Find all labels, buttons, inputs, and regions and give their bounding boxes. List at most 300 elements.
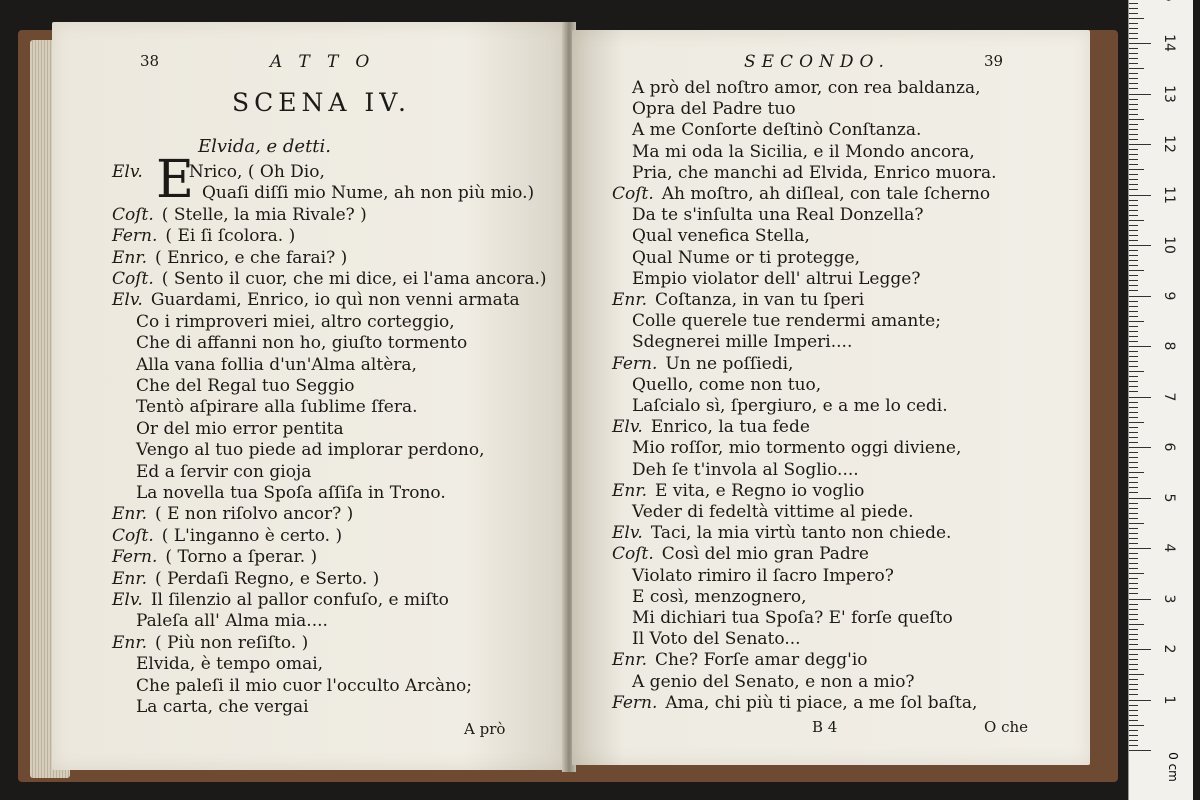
ruler-tick — [1129, 422, 1144, 423]
ruler-tick — [1129, 376, 1138, 377]
ruler-tick — [1129, 432, 1138, 433]
ruler-tick — [1129, 563, 1138, 564]
verse-line — [112, 290, 520, 310]
ruler-tick — [1129, 336, 1138, 337]
verse-text: A genio del Senato, e non a mio? — [632, 671, 915, 692]
ruler-tick — [1129, 301, 1138, 302]
verse-line — [612, 184, 990, 204]
signature-mark: B 4 — [812, 718, 838, 736]
ruler-tick — [1129, 341, 1138, 342]
ruler-tick — [1129, 290, 1138, 291]
verse-text: Nrico, ( Oh Dio, — [188, 162, 325, 182]
left-page — [52, 22, 568, 770]
ruler-tick — [1129, 578, 1138, 579]
verse-line — [112, 547, 317, 567]
ruler-tick — [1129, 38, 1138, 39]
ruler-tick — [1129, 427, 1138, 428]
ruler-tick — [1129, 619, 1138, 620]
ruler-tick — [1129, 715, 1138, 716]
ruler-tick — [1129, 745, 1138, 746]
ruler-tick — [1129, 53, 1138, 54]
verse-text: Laſcialo sì, ſpergiuro, e a me lo cedi. — [632, 396, 948, 416]
left-catchword: A prò — [464, 720, 506, 738]
ruler-tick — [1129, 573, 1144, 574]
verse-text: E così, menzognero, — [632, 586, 807, 607]
verse-text: Vengo al tuo piede ad implorar perdono, — [136, 440, 485, 461]
ruler-tick — [1129, 225, 1138, 226]
ruler-tick — [1129, 710, 1138, 711]
ruler-tick — [1129, 407, 1138, 408]
speaker-label: Coſt. — [612, 184, 654, 204]
verse-line — [632, 375, 821, 395]
ruler-tick — [1129, 230, 1138, 231]
ruler-tick — [1129, 159, 1138, 160]
speaker-label: Elv. — [112, 290, 143, 311]
ruler-number: 1 — [1161, 695, 1177, 704]
verse-line — [632, 78, 981, 98]
ruler-number — [1161, 0, 1177, 3]
verse-line — [112, 590, 449, 610]
ruler-tick — [1129, 331, 1138, 332]
verse-text: ( Enrico, e che farai? ) — [155, 247, 348, 268]
ruler-tick — [1129, 735, 1138, 736]
verse-line — [112, 205, 367, 225]
verse-text: ( Ei ſi ſcolora. ) — [165, 226, 296, 247]
verse-text: Elvida, è tempo omai, — [136, 654, 324, 675]
ruler-tick — [1129, 659, 1138, 660]
verse-line — [632, 311, 941, 331]
ruler-number: 10 — [1161, 236, 1177, 254]
verse-text: Ma mi oda la Sicilia, e il Mondo ancora, — [632, 141, 975, 162]
ruler-tick — [1129, 593, 1138, 594]
ruler-tick — [1129, 684, 1138, 685]
verse-line — [612, 650, 868, 670]
verse-text: ( L'inganno è certo. ) — [161, 525, 343, 546]
verse-text: ( Perdaſi Regno, e Serto. ) — [155, 568, 380, 589]
ruler-number: 12 — [1161, 135, 1177, 153]
ruler-tick — [1129, 63, 1138, 64]
verse-text: Taci, la mia virtù tanto non chiede. — [650, 523, 952, 544]
verse-text: A prò del noſtro amor, con rea baldanza, — [632, 78, 981, 98]
verse-line — [632, 142, 975, 162]
ruler-tick — [1129, 457, 1138, 458]
verse-line — [632, 608, 953, 628]
ruler-tick — [1129, 508, 1138, 509]
verse-text: Sdegnerei mille Imperi.... — [632, 332, 853, 353]
verse-text: ( Torno a ſperar. ) — [165, 547, 318, 568]
verse-text: La novella tua Spoſa aſſiſa in Trono. — [136, 483, 446, 503]
ruler-tick — [1129, 381, 1138, 382]
ruler-tick — [1129, 275, 1138, 276]
verse-text: Co i rimproveri miei, altro corteggio, — [136, 311, 455, 332]
ruler-tick — [1129, 553, 1138, 554]
verse-line — [612, 544, 869, 564]
ruler-tick — [1129, 604, 1138, 605]
ruler-tick — [1129, 568, 1138, 569]
verse-line — [632, 269, 920, 289]
ruler-tick — [1129, 386, 1138, 387]
ruler-tick — [1129, 740, 1138, 741]
verse-text: ( Stelle, la mia Rivale? ) — [161, 204, 367, 225]
ruler-tick — [1129, 134, 1138, 135]
ruler-tick — [1129, 487, 1138, 488]
verse-line — [632, 120, 921, 140]
ruler-tick — [1129, 644, 1138, 645]
ruler-tick — [1129, 114, 1138, 115]
verse-line — [136, 440, 484, 460]
ruler-tick — [1129, 306, 1138, 307]
verse-line — [112, 526, 342, 546]
ruler-tick — [1129, 588, 1138, 589]
verse-line — [632, 226, 810, 246]
verse-text: Quello, come non tuo, — [632, 374, 822, 395]
verse-text: Qual venefica Stella, — [632, 226, 810, 247]
verse-line — [112, 226, 295, 246]
ruler-tick — [1129, 730, 1138, 731]
ruler-tick — [1129, 220, 1144, 221]
ruler-number: 2 — [1161, 644, 1177, 654]
ruler-tick — [1129, 200, 1138, 201]
ruler-tick — [1129, 356, 1138, 357]
speaker-label: Coſt. — [612, 544, 654, 565]
ruler-tick — [1129, 8, 1138, 9]
verse-text: A me Conſorte deſtinò Conſtanza. — [632, 120, 922, 141]
verse-text: Il Voto del Senato... — [632, 629, 801, 650]
ruler-tick — [1129, 689, 1138, 690]
verse-line — [612, 693, 977, 713]
ruler-tick — [1129, 3, 1138, 4]
ruler-tick — [1129, 447, 1151, 448]
speaker-label: Enr. — [612, 650, 648, 671]
speaker-label: Coſt. — [112, 269, 154, 289]
verse-line — [632, 99, 796, 119]
ruler-tick — [1129, 366, 1138, 367]
ruler-tick — [1129, 649, 1151, 650]
speaker-label: Fern. — [112, 226, 158, 247]
ruler-tick — [1129, 255, 1138, 256]
verse-text: Veder di fedeltà vittime al piede. — [632, 502, 914, 522]
ruler-tick — [1129, 518, 1138, 519]
ruler-tick — [1129, 452, 1138, 453]
ruler-tick — [1129, 260, 1138, 261]
verse-line — [632, 332, 852, 352]
ruler-tick — [1129, 705, 1138, 706]
ruler-tick — [1129, 558, 1138, 559]
ruler-tick — [1129, 43, 1151, 44]
right-catchword: O che — [984, 718, 1029, 736]
verse-line — [112, 633, 308, 653]
verse-line — [136, 676, 472, 696]
verse-line — [632, 460, 859, 480]
verse-text: Ed a ſervir con gioja — [136, 461, 312, 482]
verse-text: Che? Forſe amar degg'io — [655, 650, 868, 671]
ruler-tick — [1129, 144, 1151, 145]
verse-text: Enrico, la tua fede — [650, 417, 810, 438]
verse-text: Deh ſe t'invola al Soglio.... — [632, 459, 859, 480]
verse-text: Paleſa all' Alma mia.... — [136, 611, 328, 632]
ruler-tick — [1129, 634, 1138, 635]
ruler-tick — [1129, 149, 1138, 150]
verse-line — [632, 502, 914, 522]
ruler-tick — [1129, 169, 1144, 170]
verse-line — [112, 269, 547, 289]
ruler-number: 8 — [1161, 341, 1177, 351]
verse-text: La carta, che vergai — [136, 697, 309, 717]
ruler-tick — [1129, 154, 1138, 155]
verse-line — [632, 248, 860, 268]
verse-line — [136, 312, 455, 332]
ruler-tick — [1129, 614, 1138, 615]
ruler-tick — [1129, 184, 1138, 185]
ruler-tick — [1129, 48, 1138, 49]
verse-line — [612, 354, 793, 374]
ruler-tick — [1129, 654, 1138, 655]
ruler-tick — [1129, 189, 1138, 190]
verse-line — [202, 183, 534, 203]
ruler-number: 5 — [1161, 493, 1177, 502]
ruler-tick — [1129, 210, 1138, 211]
verse-line — [136, 355, 417, 375]
verse-line — [136, 333, 467, 353]
verse-text: Empio violator dell' altrui Legge? — [632, 268, 921, 289]
verse-line — [112, 162, 325, 182]
verse-line — [632, 587, 807, 607]
ruler-tick — [1129, 720, 1138, 721]
verse-text: Tentò aſpirare alla ſublime ſfera. — [136, 397, 418, 418]
ruler-tick — [1129, 609, 1138, 610]
ruler-tick — [1129, 437, 1138, 438]
right-running-head: SECONDO. — [744, 52, 890, 72]
ruler-tick — [1129, 164, 1138, 165]
speaker-label: Elv. — [112, 590, 143, 610]
verse-text: E vita, e Regno io voglio — [655, 480, 865, 501]
ruler-number: 13 — [1161, 84, 1177, 103]
verse-text: Or del mio error pentita — [136, 418, 344, 439]
ruler-tick — [1129, 523, 1144, 524]
ruler-tick — [1129, 639, 1138, 640]
verse-text: Ah moſtro, ah diſleal, con tale ſcherno — [661, 184, 991, 204]
ruler-tick — [1129, 129, 1138, 130]
ruler-tick — [1129, 285, 1138, 286]
verse-text: Che paleſi il mio cuor l'occulto Arcàno; — [136, 675, 472, 696]
verse-text: ( E non riſolvo ancor? ) — [155, 504, 354, 525]
verse-text: Mi dichiari tua Spoſa? E' forſe queſto — [632, 608, 953, 628]
ruler-tick — [1129, 442, 1138, 443]
ruler-tick — [1129, 674, 1144, 675]
verse-text: Un ne poſſiedi, — [665, 353, 794, 374]
verse-text: ( Più non reſiſto. ) — [155, 632, 309, 653]
ruler-tick — [1129, 679, 1138, 680]
ruler-tick — [1129, 270, 1144, 271]
speaker-label: Enr. — [112, 568, 148, 589]
ruler-tick — [1129, 215, 1138, 216]
ruler-tick — [1129, 750, 1151, 751]
drop-cap: E — [156, 150, 194, 210]
ruler-tick — [1129, 174, 1138, 175]
left-running-head: ATTO — [270, 52, 387, 72]
verse-line — [136, 697, 309, 717]
left-page-number: 38 — [140, 52, 160, 70]
ruler-tick — [1129, 629, 1138, 630]
ruler-tick — [1129, 543, 1138, 544]
speaker-label: Enr. — [612, 480, 648, 501]
verse-text: Colle querele tue rendermi amante; — [632, 311, 941, 332]
scene-title: SCENA IV. — [232, 88, 411, 117]
verse-line — [632, 205, 924, 225]
ruler-tick — [1129, 104, 1138, 105]
verse-text: ( Sento il cuor, che mi dice, ei l'ama ancora.) — [161, 269, 547, 289]
verse-text: Coſtanza, in van tu ſperi — [655, 290, 865, 310]
right-page — [572, 30, 1090, 765]
ruler-tick — [1129, 119, 1144, 120]
ruler-tick — [1129, 503, 1138, 504]
ruler-tick — [1129, 548, 1151, 549]
verse-line — [136, 419, 344, 439]
ruler-tick — [1129, 583, 1138, 584]
speaker-label: Enr. — [612, 290, 648, 310]
ruler-unit-label: 0 cm — [1165, 752, 1180, 782]
verse-line — [136, 611, 328, 631]
ruler-number: 3 — [1161, 594, 1177, 603]
ruler-tick — [1129, 78, 1138, 79]
character-list: Elvida, e detti. — [198, 136, 332, 157]
verse-text: Violato rimiro il ſacro Impero? — [632, 565, 894, 586]
ruler-tick — [1129, 28, 1138, 29]
verse-line — [136, 654, 323, 674]
ruler-tick — [1129, 624, 1144, 625]
verse-line — [136, 397, 418, 417]
ruler-tick — [1129, 240, 1138, 241]
measuring-ruler — [1128, 0, 1193, 800]
ruler-tick — [1129, 73, 1138, 74]
ruler-tick — [1129, 23, 1138, 24]
ruler-tick — [1129, 482, 1138, 483]
speaker-label: Coſt. — [112, 204, 154, 225]
ruler-tick — [1129, 18, 1144, 19]
ruler-tick — [1129, 371, 1144, 372]
speaker-label: Enr. — [112, 504, 148, 525]
verse-line — [112, 248, 347, 268]
ruler-tick — [1129, 700, 1151, 701]
speaker-label: Elv. — [112, 162, 143, 182]
verse-line — [612, 417, 810, 437]
speaker-label: Elv. — [612, 417, 643, 438]
ruler-tick — [1129, 533, 1138, 534]
verse-line — [632, 163, 997, 183]
verse-line — [112, 504, 353, 524]
ruler-tick — [1129, 417, 1138, 418]
ruler-tick — [1129, 351, 1138, 352]
ruler-number: 4 — [1161, 543, 1177, 553]
ruler-tick — [1129, 391, 1138, 392]
verse-text: Quaſi diſſi mio Nume, ah non più mio.) — [202, 183, 535, 204]
speaker-label: Fern. — [612, 353, 658, 374]
verse-line — [632, 438, 961, 458]
speaker-label: Elv. — [612, 523, 643, 544]
ruler-tick — [1129, 412, 1138, 413]
verse-text: Ama, chi più ti piace, a me ſol baſta, — [665, 692, 978, 713]
ruler-tick — [1129, 725, 1144, 726]
ruler-tick — [1129, 265, 1138, 266]
ruler-tick — [1129, 361, 1138, 362]
verse-line — [136, 483, 446, 503]
ruler-number: 14 — [1161, 34, 1177, 52]
ruler-tick — [1129, 599, 1151, 600]
right-page-number: 39 — [984, 52, 1004, 70]
ruler-tick — [1129, 94, 1151, 95]
ruler-tick — [1129, 99, 1138, 100]
verse-text: Pria, che manchi ad Elvida, Enrico muora. — [632, 162, 997, 183]
ruler-tick — [1129, 477, 1138, 478]
ruler-tick — [1129, 13, 1138, 14]
ruler-tick — [1129, 472, 1144, 473]
verse-text: Mio roſſor, mio tormento oggi diviene, — [632, 438, 962, 459]
ruler-tick — [1129, 694, 1138, 695]
ruler-tick — [1129, 528, 1138, 529]
ruler-tick — [1129, 195, 1151, 196]
verse-line — [612, 481, 864, 501]
ruler-tick — [1129, 462, 1138, 463]
ruler-number: 9 — [1161, 291, 1177, 300]
speaker-label: Fern. — [612, 692, 658, 713]
ruler-number: 6 — [1161, 442, 1177, 452]
ruler-tick — [1129, 326, 1138, 327]
verse-text: Alla vana follia d'un'Alma altèra, — [136, 354, 417, 375]
verse-line — [136, 376, 355, 396]
ruler-tick — [1129, 58, 1138, 59]
ruler-tick — [1129, 88, 1138, 89]
ruler-tick — [1129, 513, 1138, 514]
verse-line — [136, 462, 311, 482]
ruler-tick — [1129, 316, 1138, 317]
verse-text: Qual Nume or ti protegge, — [632, 247, 861, 268]
ruler-tick — [1129, 492, 1138, 493]
ruler-tick — [1129, 205, 1138, 206]
ruler-tick — [1129, 124, 1138, 125]
verse-line — [612, 523, 951, 543]
verse-line — [612, 290, 864, 310]
ruler-tick — [1129, 538, 1138, 539]
verse-text: Guardami, Enrico, io quì non venni armata — [150, 290, 520, 311]
speaker-label: Fern. — [112, 547, 158, 568]
ruler-tick — [1129, 664, 1138, 665]
ruler-tick — [1129, 397, 1151, 398]
ruler-tick — [1129, 235, 1138, 236]
ruler-tick — [1129, 68, 1144, 69]
ruler-tick — [1129, 280, 1138, 281]
ruler-tick — [1129, 245, 1151, 246]
verse-text: Così del mio gran Padre — [661, 544, 869, 565]
ruler-tick — [1129, 321, 1144, 322]
ruler-tick — [1129, 83, 1138, 84]
verse-line — [632, 566, 894, 586]
verse-line — [632, 672, 915, 692]
ruler-tick — [1129, 346, 1151, 347]
verse-line — [112, 569, 379, 589]
ruler-tick — [1129, 296, 1151, 297]
ruler-tick — [1129, 250, 1138, 251]
ruler-tick — [1129, 467, 1138, 468]
ruler-tick — [1129, 498, 1151, 499]
ruler-number: 7 — [1161, 392, 1177, 401]
verse-text: Che del Regal tuo Seggio — [136, 376, 355, 396]
verse-line — [632, 629, 801, 649]
speaker-label: Enr. — [112, 247, 148, 268]
speaker-label: Enr. — [112, 632, 148, 653]
verse-line — [632, 396, 948, 416]
verse-text: Opra del Padre tuo — [632, 99, 796, 120]
ruler-number: 11 — [1161, 185, 1177, 204]
